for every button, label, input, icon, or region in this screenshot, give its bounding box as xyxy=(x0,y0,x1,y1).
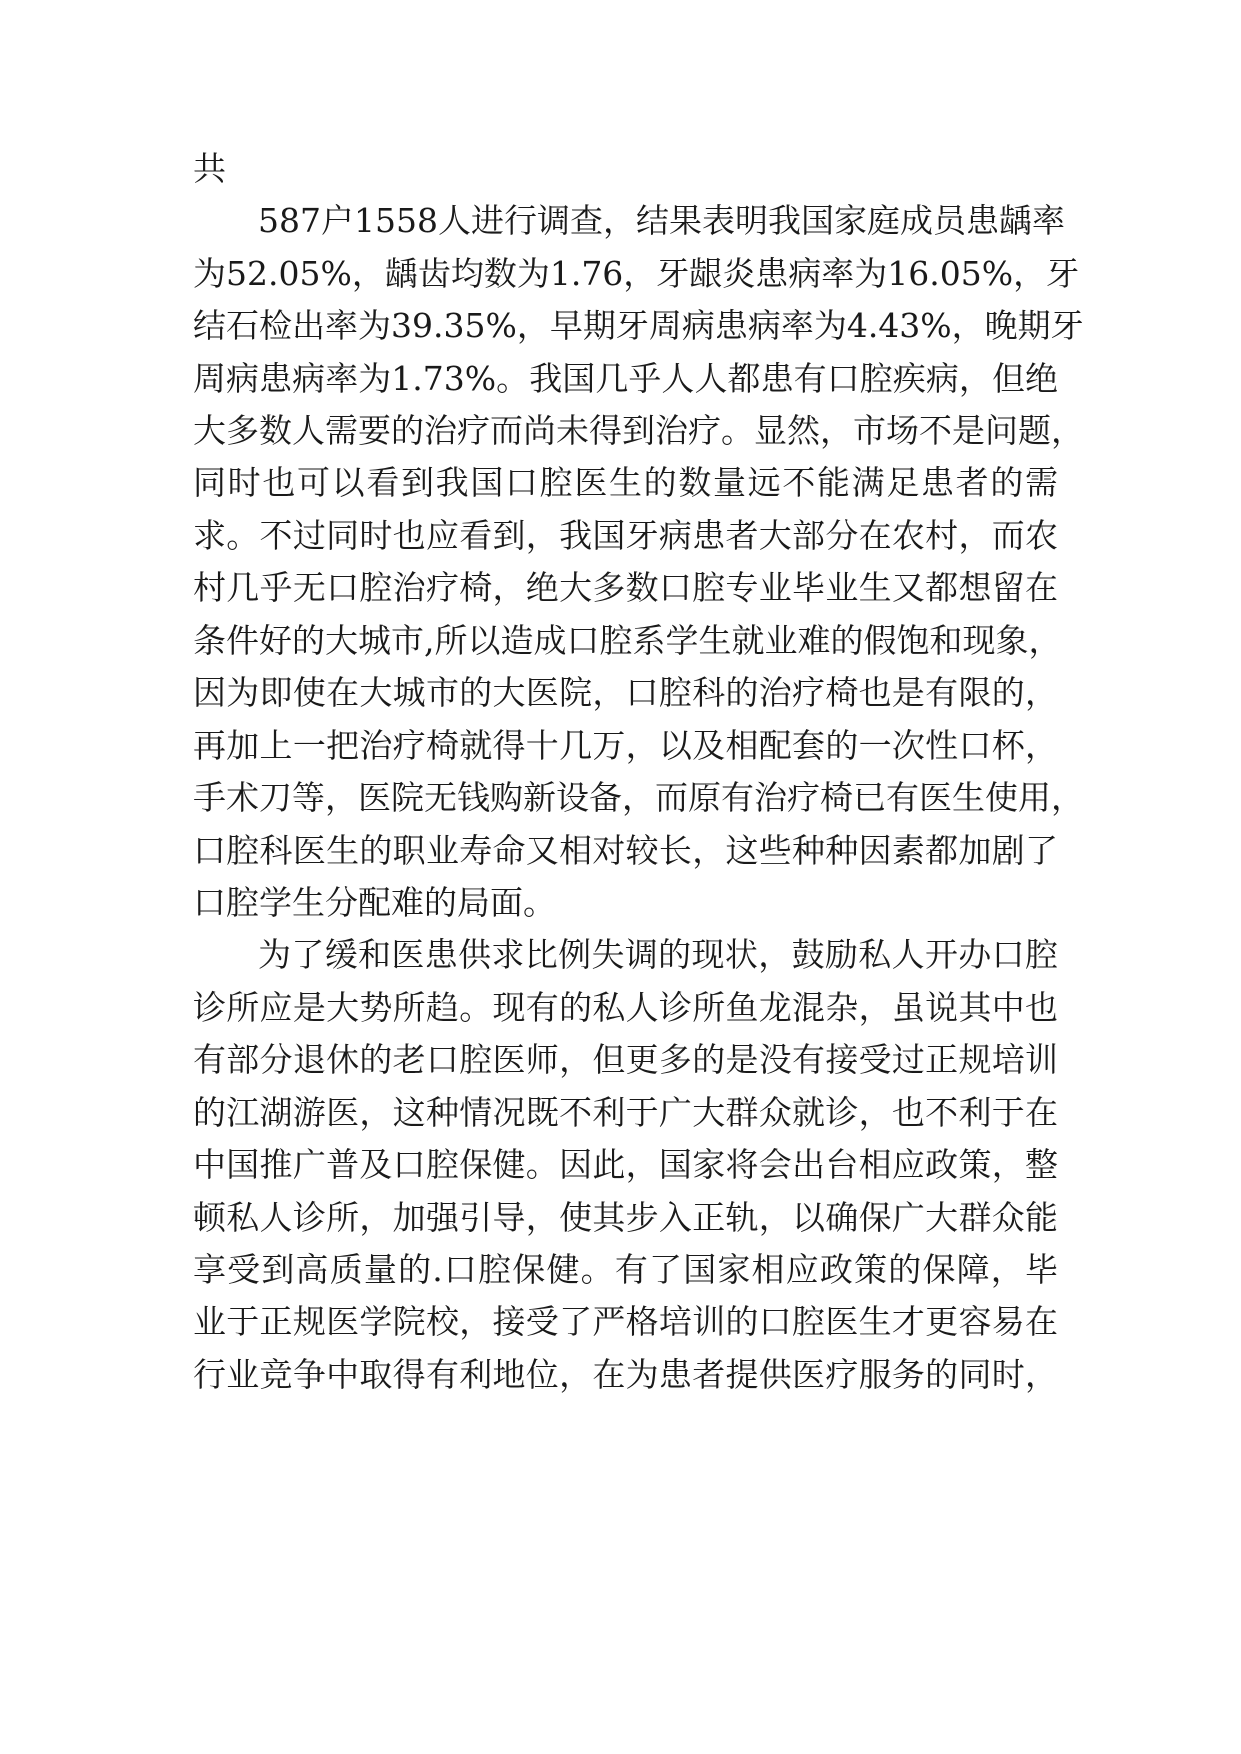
text-line: 有部分退休的老口腔医师，但更多的是没有接受过正规培训 xyxy=(193,1040,1058,1079)
text-line: 条件好的大城市,所以造成口腔系学生就业难的假饱和现象， xyxy=(193,621,1062,660)
text-line: 行业竞争中取得有利地位，在为患者提供医疗服务的同时， xyxy=(193,1355,1058,1394)
text-line: 587户1558人进行调查，结果表明我国家庭成员患龋率 xyxy=(258,201,1065,240)
text-line: 周病患病率为1.73%。我国几乎人人都患有口腔疾病，但绝 xyxy=(193,359,1058,398)
text-line: 结石检出率为39.35%，早期牙周病患病率为4.43%，晚期牙 xyxy=(193,306,1084,345)
text-line: 再加上一把治疗椅就得十几万，以及相配套的一次性口杯， xyxy=(193,726,1058,765)
text-line: 口腔科医生的职业寿命又相对较长，这些种种因素都加剧了 xyxy=(193,831,1058,870)
text-line: 手术刀等，医院无钱购新设备，而原有治疗椅已有医生使用， xyxy=(193,778,1084,817)
text-line: 的江湖游医，这种情况既不利于广大群众就诊，也不利于在 xyxy=(193,1093,1058,1132)
text-line: 业于正规医学院校，接受了严格培训的口腔医生才更容易在 xyxy=(193,1302,1058,1341)
text-line: 求。不过同时也应看到，我国牙病患者大部分在农村，而农 xyxy=(193,516,1058,555)
text-line: 享受到高质量的.口腔保健。有了国家相应政策的保障，毕 xyxy=(193,1250,1058,1289)
text-line: 为了缓和医患供求比例失调的现状，鼓励私人开办口腔 xyxy=(258,935,1058,974)
text-line: 诊所应是大势所趋。现有的私人诊所鱼龙混杂，虽说其中也 xyxy=(193,988,1058,1027)
text-line: 同时也可以看到我国口腔医生的数量远不能满足患者的需 xyxy=(193,463,1058,502)
text-line: 口腔学生分配难的局面。 xyxy=(193,883,556,922)
text-line: 共 xyxy=(193,149,226,188)
text-line: 大多数人需要的治疗而尚未得到治疗。显然，市场不是问题， xyxy=(193,411,1084,450)
text-line: 中国推广普及口腔保健。因此，国家将会出台相应政策，整 xyxy=(193,1145,1058,1184)
text-line: 顿私人诊所，加强引导，使其步入正轨，以确保广大群众能 xyxy=(193,1198,1058,1237)
text-line: 因为即使在大城市的大医院，口腔科的治疗椅也是有限的， xyxy=(193,673,1058,712)
text-line: 村几乎无口腔治疗椅，绝大多数口腔专业毕业生又都想留在 xyxy=(193,568,1058,607)
text-line: 为52.05%，龋齿均数为1.76，牙龈炎患病率为16.05%，牙 xyxy=(193,254,1080,293)
